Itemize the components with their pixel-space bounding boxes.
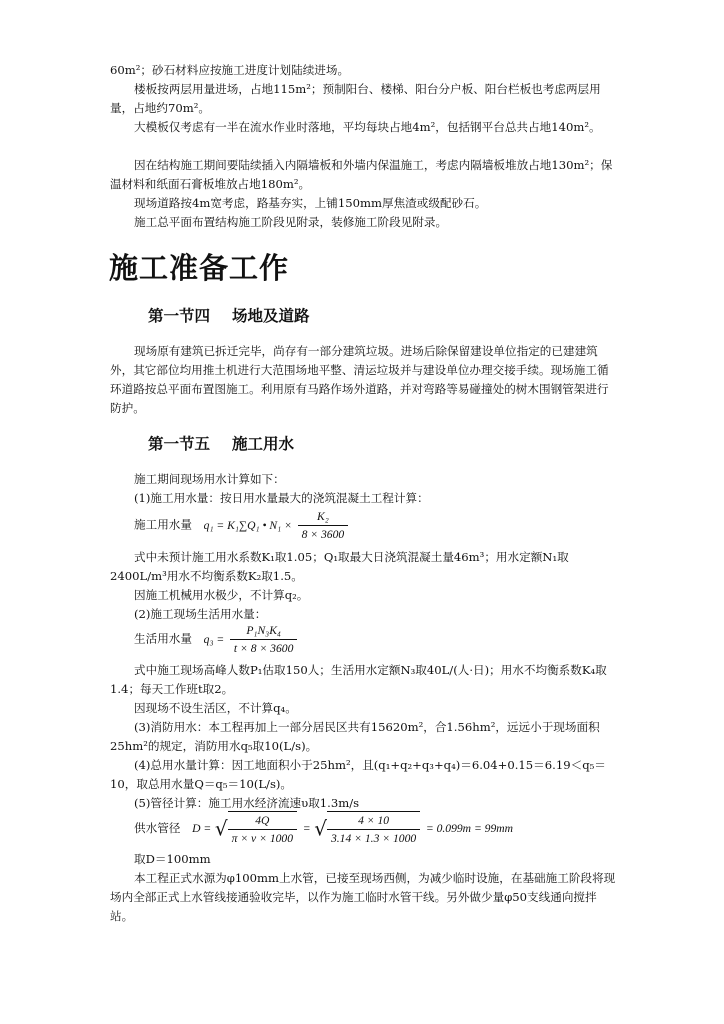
- paragraph-coefficients-2: 式中施工现场高峰人数P₁估取150人；生活用水定额N₃取40L/(人·日)；用水不均衡系数K₄取1.4；每天工作班t取2。: [110, 663, 607, 696]
- formula-denominator: π × ν × 1000: [231, 832, 294, 845]
- formula-fraction: [327, 811, 420, 847]
- text-machinery-water: 因施工机械用水极少，不计算q₂。: [134, 588, 309, 602]
- formula-denominator: 3.14 × 1.3 × 1000: [330, 832, 417, 845]
- paragraph-partition-boards: 因在结构施工期间要陆续插入内隔墙板和外墙内保温施工，考虑内隔墙板堆放占地130m²；保温材料和纸面石膏板堆放占地180m²。: [110, 158, 613, 191]
- formula-label: 供水管径: [134, 821, 181, 835]
- paragraph-layout-appendix: 施工总平面布置结构施工阶段见附录，装修施工阶段见附录。: [134, 215, 448, 229]
- text-living-water-item: (2)施工现场生活用水量：: [134, 607, 267, 621]
- section-title: 场地及道路: [232, 307, 310, 325]
- formula-lhs: q₃ =: [203, 632, 225, 646]
- section-heading-site-roads: [148, 304, 310, 326]
- formula-numerator: K₂: [298, 508, 349, 526]
- formula-numerator: P₁N₃K₄: [230, 622, 297, 640]
- formula-label: 施工用水量: [134, 517, 192, 532]
- formula-result: = 0.099m = 99mm: [425, 822, 514, 835]
- formula-numerator: 4Q: [228, 812, 297, 830]
- formula-living-water: [134, 622, 299, 657]
- formula-lhs: D =: [192, 822, 212, 835]
- formula-lhs: q₁ = K₁∑Q₁ • N₁ ×: [203, 518, 292, 532]
- paragraph-total-water: (4)总用水量计算：因工地面积小于25hm²，且(q₁+q₂+q₃+q₄)＝6.04+0.15＝6.19＜q₅＝10，取总用水量Q＝q₅＝10(L/s)。: [110, 758, 606, 791]
- formula-denominator: t × 8 × 3600: [233, 642, 294, 655]
- formula-fraction: [228, 811, 297, 847]
- section-number: 第一节五: [148, 435, 211, 453]
- paragraph-materials: 60m²；砂石材料应按施工进度计划陆续进场。: [110, 63, 350, 77]
- formula-fraction: [230, 622, 297, 657]
- formula-fraction: [298, 508, 349, 543]
- sqrt-icon: √: [214, 816, 228, 841]
- paragraph-floor-slabs: 楼板按两层用量进场，占地115m²；预制阳台、楼梯、阳台分户板、阳台栏板也考虑两层用量，占地约70m²。: [110, 82, 601, 115]
- formula-pipe-diameter: [134, 811, 513, 847]
- paragraph-site-road: 现场道路按4m宽考虑，路基夯实，上铺150mm厚焦渣或级配砂石。: [134, 196, 487, 210]
- text-water-intro: 施工期间现场用水计算如下：: [134, 472, 285, 486]
- formula-equals: =: [302, 822, 311, 835]
- formula-numerator: 4 × 10: [327, 812, 420, 830]
- paragraph-coefficients-1: 式中未预计施工用水系数K₁取1.05；Q₁取最大日浇筑混凝土量46m³；用水定额N₁取2400L/m³用水不均衡系数K₂取1.5。: [110, 550, 569, 583]
- text-construction-water-item: (1)施工用水量：按日用水量最大的浇筑混凝土工程计算：: [134, 491, 429, 505]
- section-title: 施工用水: [232, 435, 295, 453]
- sqrt-icon: √: [314, 816, 327, 841]
- paragraph-site-clearing: 现场原有建筑已拆迁完毕，尚存有一部分建筑垃圾。进场后除保留建设单位指定的已建建筑外，其它部位均用推土机进行大范围场地平整、清运垃圾并与建设单位办理交接手续。现场施工循环道路按总平面布置图施工。利用原有马路作场外道路，并对弯路等易碰撞处的树木围钢管架进行防护。: [110, 344, 609, 415]
- chapter-heading: 施工准备工作: [109, 251, 290, 285]
- section-heading-construction-water: [148, 432, 294, 454]
- formula-label: 生活用水量: [134, 631, 192, 646]
- paragraph-water-source: 本工程正式水源为φ100mm上水管，已接至现场西侧，为减少临时设施，在基础施工阶段将现场内全部正式上水管线接通验收完毕，以作为施工临时水管干线。另外做少量φ50支线通向搅拌站。: [110, 871, 616, 923]
- paragraph-large-formwork: 大模板仅考虑有一半在流水作业时落地，平均每块占地4m²，包括钢平台总共占地140m²。: [134, 120, 601, 134]
- text-diameter-result: 取D＝100mm: [134, 852, 211, 866]
- formula-construction-water: [134, 508, 350, 543]
- text-pipe-diameter-item: (5)管径计算：施工用水经济流速υ取1.3m/s: [134, 796, 360, 810]
- formula-denominator: 8 × 3600: [301, 528, 345, 541]
- paragraph-fire-water: (3)消防用水：本工程再加上一部分居民区共有15620m²，合1.56hm²，远远小于现场面积25hm²的规定，消防用水q₅取10(L/s)。: [110, 720, 600, 753]
- section-number: 第一节四: [148, 307, 211, 325]
- text-no-living-area: 因现场不设生活区，不计算q₄。: [134, 701, 297, 715]
